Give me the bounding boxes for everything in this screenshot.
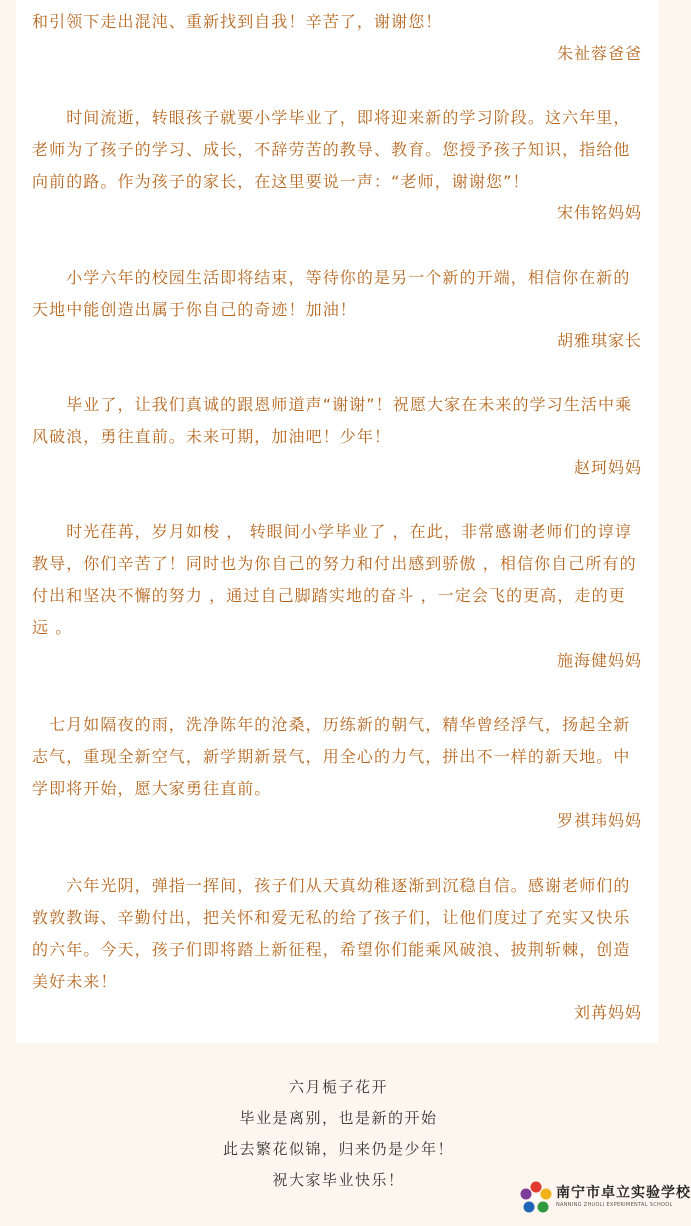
messages-card — [16, 0, 658, 1043]
message-signature: 宋伟铭妈妈 — [556, 203, 642, 222]
poem-line: 六月栀子花开 — [288, 1078, 388, 1096]
closing-poem — [0, 1072, 677, 1196]
message-text: 时光荏苒，岁月如梭 ， 转眼间小学毕业了 ，在此，非常感谢老师们的谆谆教导，你们辛苦了！同时也为你自己的努力和付出感到骄傲 ，相信你自己所有的付出和坚决不懈的努力 ，通过自己脚踏实地的奋斗 ，一定会飞的更高，走的更远 。 — [32, 522, 637, 637]
message-text: 六年光阴，弹指一挥间，孩子们从天真幼稚逐渐到沉稳自信。感谢老师们的敦敦教诲、辛勤付出，把关怀和爱无私的给了孩子们，让他们度过了充实又快乐的六年。今天，孩子们即将踏上新征程，希望你们能乘风破浪、披荆斩棘，创造美好未来！ — [32, 876, 631, 991]
message-text: 和引领下走出混沌、重新找到自我！辛苦了，谢谢您！ — [32, 12, 443, 31]
message-signature: 罗祺玮妈妈 — [556, 811, 642, 830]
message-text: 时间流逝，转眼孩子就要小学毕业了，即将迎来新的学习阶段。这六年里，老师为了孩子的学习、成长，不辞劳苦的教导、教育。您授予孩子知识，指给他向前的路。作为孩子的家长，在这里要说一声：“老师，谢谢您”！ — [32, 108, 631, 191]
poem-line: 祝大家毕业快乐！ — [272, 1171, 405, 1189]
school-emblem-icon — [518, 1180, 554, 1216]
school-logo — [518, 1180, 691, 1216]
message-signature: 胡雅琪家长 — [556, 331, 642, 350]
poem-line: 此去繁花似锦，归来仍是少年！ — [222, 1140, 454, 1158]
poem-line: 毕业是离别，也是新的开始 — [239, 1109, 438, 1127]
message-signature: 赵珂妈妈 — [573, 458, 642, 477]
school-name: 南宁市卓立实验学校 — [556, 1185, 691, 1201]
school-name-english: NANNING ZHUOLI EXPERIMENTAL SCHOOL — [556, 1202, 673, 1208]
message-text: 毕业了，让我们真诚的跟恩师道声“谢谢”！祝愿大家在未来的学习生活中乘风破浪，勇往直前。未来可期，加油吧！少年！ — [32, 395, 633, 446]
message-signature: 施海健妈妈 — [556, 651, 642, 670]
message-signature: 刘苒妈妈 — [573, 1003, 642, 1022]
message-signature: 朱祉蓉爸爸 — [556, 44, 642, 63]
message-text: 七月如隔夜的雨，洗净陈年的沧桑，历练新的朝气，精华曾经浮气，扬起全新志气，重现全新空气，新学期新景气，用全心的力气，拼出不一样的新天地。中学即将开始，愿大家勇往直前。 — [32, 715, 631, 798]
message-text: 小学六年的校园生活即将结束，等待你的是另一个新的开端，相信你在新的天地中能创造出属于你自己的奇迹！加油！ — [32, 268, 631, 319]
